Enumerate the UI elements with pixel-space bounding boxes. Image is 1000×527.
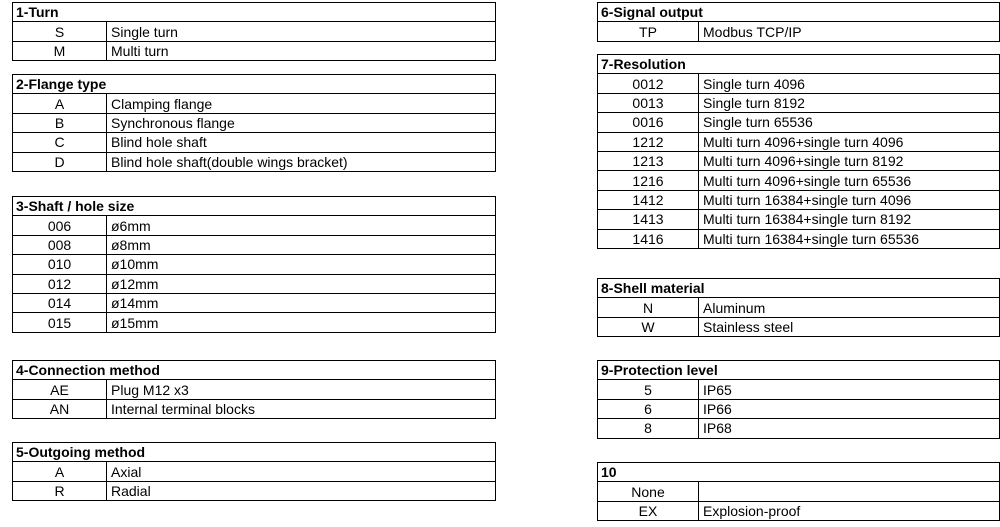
option-code: N <box>598 298 699 317</box>
section-title: 9-Protection level <box>598 361 1000 380</box>
option-desc: Stainless steel <box>699 317 1000 336</box>
option-code: 006 <box>13 216 107 235</box>
option-desc: ø8mm <box>107 235 496 254</box>
option-desc: Single turn 4096 <box>699 74 1000 93</box>
section-title: 10 <box>598 463 1000 482</box>
table-row <box>598 229 1000 248</box>
option-code: C <box>13 133 107 152</box>
section-title: 3-Shaft / hole size <box>13 197 496 216</box>
option-code: R <box>13 481 107 500</box>
option-code: 008 <box>13 235 107 254</box>
table-row <box>13 481 496 500</box>
table-row <box>13 94 496 113</box>
option-code: 1416 <box>598 229 699 248</box>
option-desc: ø12mm <box>107 274 496 293</box>
option-desc: IP68 <box>699 419 1000 438</box>
section-title: 4-Connection method <box>13 361 496 380</box>
option-code: 012 <box>13 274 107 293</box>
option-desc: Radial <box>107 481 496 500</box>
option-code: 0013 <box>598 93 699 112</box>
option-desc: Explosion-proof <box>699 501 1000 520</box>
table-row <box>13 22 496 41</box>
table-row <box>13 216 496 235</box>
table-row <box>598 171 1000 190</box>
table-row <box>598 399 1000 418</box>
table-row <box>598 501 1000 520</box>
turn-table <box>12 2 496 61</box>
flange-type-table <box>12 74 496 172</box>
option-desc: Multi turn 4096+single turn 65536 <box>699 171 1000 190</box>
table-row <box>598 190 1000 209</box>
table-row <box>598 132 1000 151</box>
section-title: 7-Resolution <box>598 55 1000 74</box>
option-code: 1212 <box>598 132 699 151</box>
option-desc: Clamping flange <box>107 94 496 113</box>
table-row <box>13 313 496 332</box>
option-desc: Multi turn 4096+single turn 4096 <box>699 132 1000 151</box>
option-desc: IP66 <box>699 399 1000 418</box>
table-row <box>13 399 496 418</box>
table-row <box>598 317 1000 336</box>
option-code: 010 <box>13 255 107 274</box>
option-desc: IP65 <box>699 380 1000 399</box>
table-row <box>598 22 1000 41</box>
table-row <box>13 274 496 293</box>
option-desc: Single turn <box>107 22 496 41</box>
option-code: 5 <box>598 380 699 399</box>
table-row <box>598 151 1000 170</box>
table-row <box>13 41 496 60</box>
option-desc: ø14mm <box>107 293 496 312</box>
table-row <box>13 462 496 481</box>
option-code: 6 <box>598 399 699 418</box>
connection-method-table <box>12 360 496 419</box>
option-desc: Plug M12 x3 <box>107 380 496 399</box>
option-code: A <box>13 462 107 481</box>
option-desc: Multi turn 16384+single turn 4096 <box>699 190 1000 209</box>
option-code: 015 <box>13 313 107 332</box>
option-desc: Blind hole shaft(double wings bracket) <box>107 152 496 171</box>
table-row <box>598 380 1000 399</box>
option-desc: Multi turn 4096+single turn 8192 <box>699 151 1000 170</box>
table-row <box>13 255 496 274</box>
option-code: A <box>13 94 107 113</box>
option-desc <box>699 482 1000 501</box>
option-code: W <box>598 317 699 336</box>
table-row <box>598 74 1000 93</box>
option-code: 1213 <box>598 151 699 170</box>
option-code: 1412 <box>598 190 699 209</box>
option-code: TP <box>598 22 699 41</box>
table-row <box>598 482 1000 501</box>
explosion-proof-table <box>597 462 1000 521</box>
option-desc: Multi turn 16384+single turn 65536 <box>699 229 1000 248</box>
table-row <box>13 293 496 312</box>
option-code: S <box>13 22 107 41</box>
signal-output-table <box>597 2 1000 42</box>
outgoing-method-table <box>12 442 496 501</box>
table-row <box>13 133 496 152</box>
resolution-table <box>597 54 1000 249</box>
table-row <box>598 113 1000 132</box>
table-row <box>598 298 1000 317</box>
option-code: 014 <box>13 293 107 312</box>
section-title: 2-Flange type <box>13 75 496 94</box>
table-row <box>13 235 496 254</box>
option-code: None <box>598 482 699 501</box>
option-code: M <box>13 41 107 60</box>
section-title: 1-Turn <box>13 3 496 22</box>
option-desc: Multi turn 16384+single turn 8192 <box>699 210 1000 229</box>
option-desc: ø6mm <box>107 216 496 235</box>
option-code: AE <box>13 380 107 399</box>
table-row <box>13 152 496 171</box>
option-desc: ø15mm <box>107 313 496 332</box>
table-row <box>13 113 496 132</box>
option-code: 0012 <box>598 74 699 93</box>
option-code: B <box>13 113 107 132</box>
option-desc: Single turn 65536 <box>699 113 1000 132</box>
option-code: EX <box>598 501 699 520</box>
table-row <box>598 210 1000 229</box>
option-code: 0016 <box>598 113 699 132</box>
section-title: 8-Shell material <box>598 279 1000 298</box>
table-row <box>13 380 496 399</box>
shaft-hole-size-table <box>12 196 496 333</box>
option-code: 1413 <box>598 210 699 229</box>
option-desc: Internal terminal blocks <box>107 399 496 418</box>
option-desc: Synchronous flange <box>107 113 496 132</box>
option-desc: Blind hole shaft <box>107 133 496 152</box>
option-code: AN <box>13 399 107 418</box>
section-title: 6-Signal output <box>598 3 1000 22</box>
option-code: 8 <box>598 419 699 438</box>
option-desc: Axial <box>107 462 496 481</box>
table-row <box>598 419 1000 438</box>
protection-level-table <box>597 360 1000 439</box>
shell-material-table <box>597 278 1000 337</box>
option-desc: Multi turn <box>107 41 496 60</box>
section-title: 5-Outgoing method <box>13 443 496 462</box>
option-desc: Single turn 8192 <box>699 93 1000 112</box>
option-code: 1216 <box>598 171 699 190</box>
option-code: D <box>13 152 107 171</box>
option-desc: ø10mm <box>107 255 496 274</box>
option-desc: Modbus TCP/IP <box>699 22 1000 41</box>
option-desc: Aluminum <box>699 298 1000 317</box>
table-row <box>598 93 1000 112</box>
